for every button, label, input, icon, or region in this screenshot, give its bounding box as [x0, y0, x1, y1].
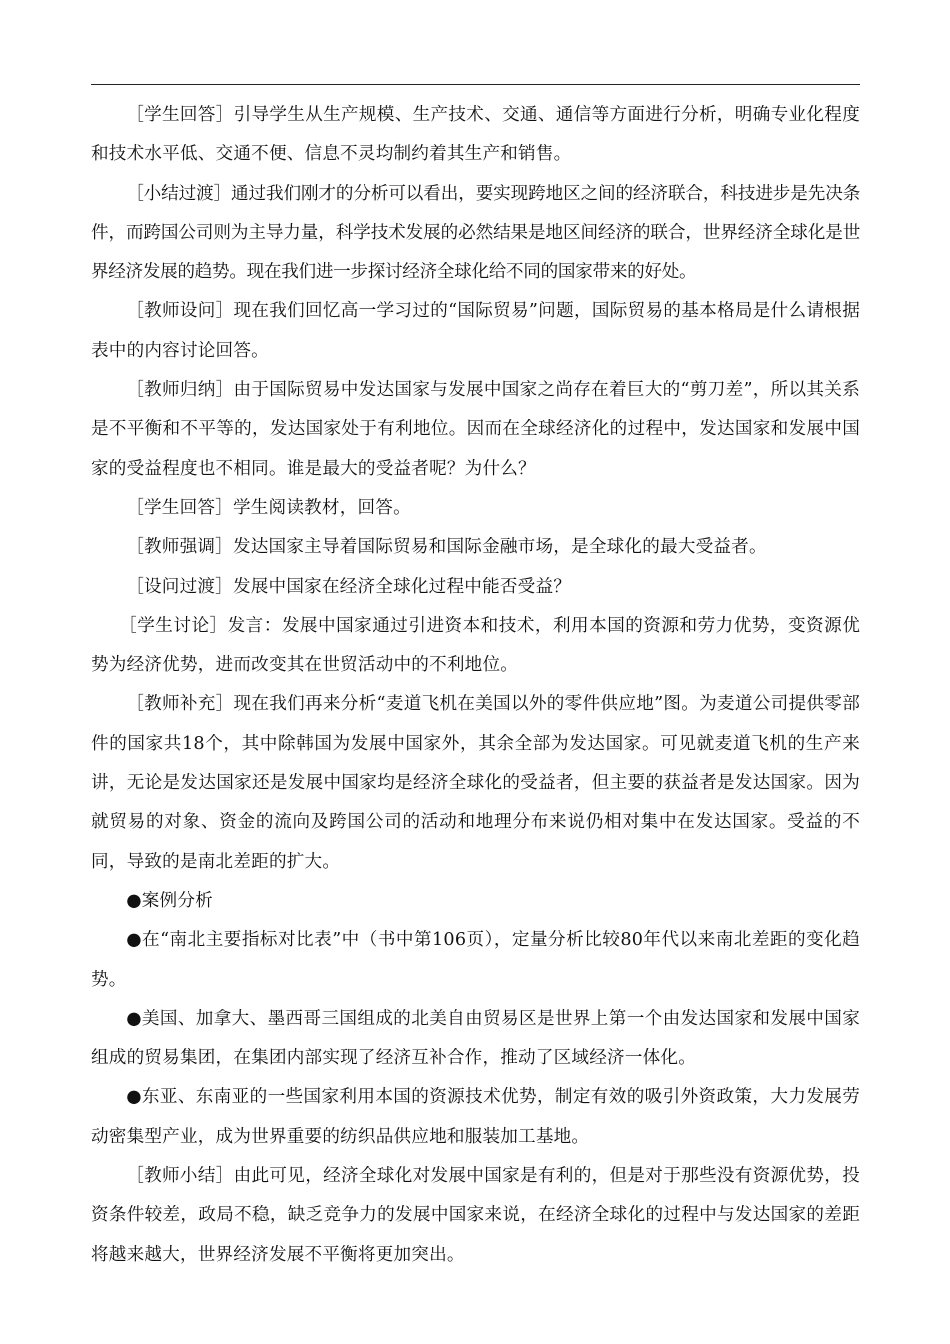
paragraph-student-discussion: ［学生讨论］发言：发展中国家通过引进资本和技术，利用本国的资源和劳力优势，变资源优势为经济优势，进而改变其在世贸活动中的不利地位。: [91, 615, 860, 676]
paragraph-question-transition: ［设问过渡］发展中国家在经济全球化过程中能否受益？: [126, 576, 572, 597]
paragraph-case-analysis: ●案例分析: [126, 890, 213, 911]
paragraph-summary-transition: ［小结过渡］通过我们刚才的分析可以看出，要实现跨地区之间的经济联合，科技进步是先决条件，而跨国公司则为主导力量，科学技术发展的必然结果是地区间经济的联合，世界经济全球化是世界经济发展的趋势。现在我们进一步探讨经济全球化给不同的国家带来的好处。: [91, 183, 860, 283]
paragraph-student-answer-1: ［学生回答］引导学生从生产规模、生产技术、交通、通信等方面进行分析，明确专业化程度和技术水平低、交通不便、信息不灵均制约着其生产和销售。: [91, 105, 860, 165]
paragraph-case-north-south: ●在“南北主要指标对比表”中（书中第106页），定量分析比较80年代以来南北差距的变化趋势。: [91, 930, 860, 990]
document-body: [91, 96, 860, 1275]
paragraph-teacher-conclusion: ［教师小结］由此可见，经济全球化对发展中国家是有利的，但是对于那些没有资源优势，投资条件较差，政局不稳，缺乏竞争力的发展中国家来说，在经济全球化的过程中与发达国家的差距将越来越大，世界经济发展不平衡将更加突出。: [91, 1166, 860, 1265]
paragraph-case-east-asia: ●东亚、东南亚的一些国家利用本国的资源技术优势，制定有效的吸引外资政策，大力发展劳动密集型产业，成为世界重要的纺织品供应地和服装加工基地。: [91, 1087, 860, 1147]
paragraph-student-answer-2: ［学生回答］学生阅读教材，回答。: [126, 497, 411, 518]
paragraph-case-nafta: ●美国、加拿大、墨西哥三国组成的北美自由贸易区是世界上第一个由发达国家和发展中国家组成的贸易集团，在集团内部实现了经济互补合作，推动了区域经济一体化。: [91, 1008, 860, 1069]
paragraph-teacher-question: ［教师设问］现在我们回忆高一学习过的“国际贸易”问题，国际贸易的基本格局是什么请根据表中的内容讨论回答。: [91, 301, 860, 361]
paragraph-teacher-induction: ［教师归纳］由于国际贸易中发达国家与发展中国家之尚存在着巨大的“剪刀差”，所以其关系是不平衡和不平等的，发达国家处于有利地位。因而在全球经济化的过程中，发达国家和发展中国家的受益程度也不相同。谁是最大的受益者呢？为什么？: [91, 380, 860, 479]
header-rule: [91, 84, 860, 85]
paragraph-teacher-emphasis: ［教师强调］发达国家主导着国际贸易和国际金融市场，是全球化的最大受益者。: [126, 537, 767, 558]
paragraph-teacher-supplement: ［教师补充］现在我们再来分析“麦道飞机在美国以外的零件供应地”图。为麦道公司提供零部件的国家共18个，其中除韩国为发展中国家外，其余全部为发达国家。可见就麦道飞机的生产来讲，无论是发达国家还是发展中国家均是经济全球化的受益者，但主要的获益者是发达国家。因为就贸易的对象、资金的流向及跨国公司的活动和地理分布来说仍相对集中在发达国家。受益的不同，导致的是南北差距的扩大。: [91, 694, 860, 872]
